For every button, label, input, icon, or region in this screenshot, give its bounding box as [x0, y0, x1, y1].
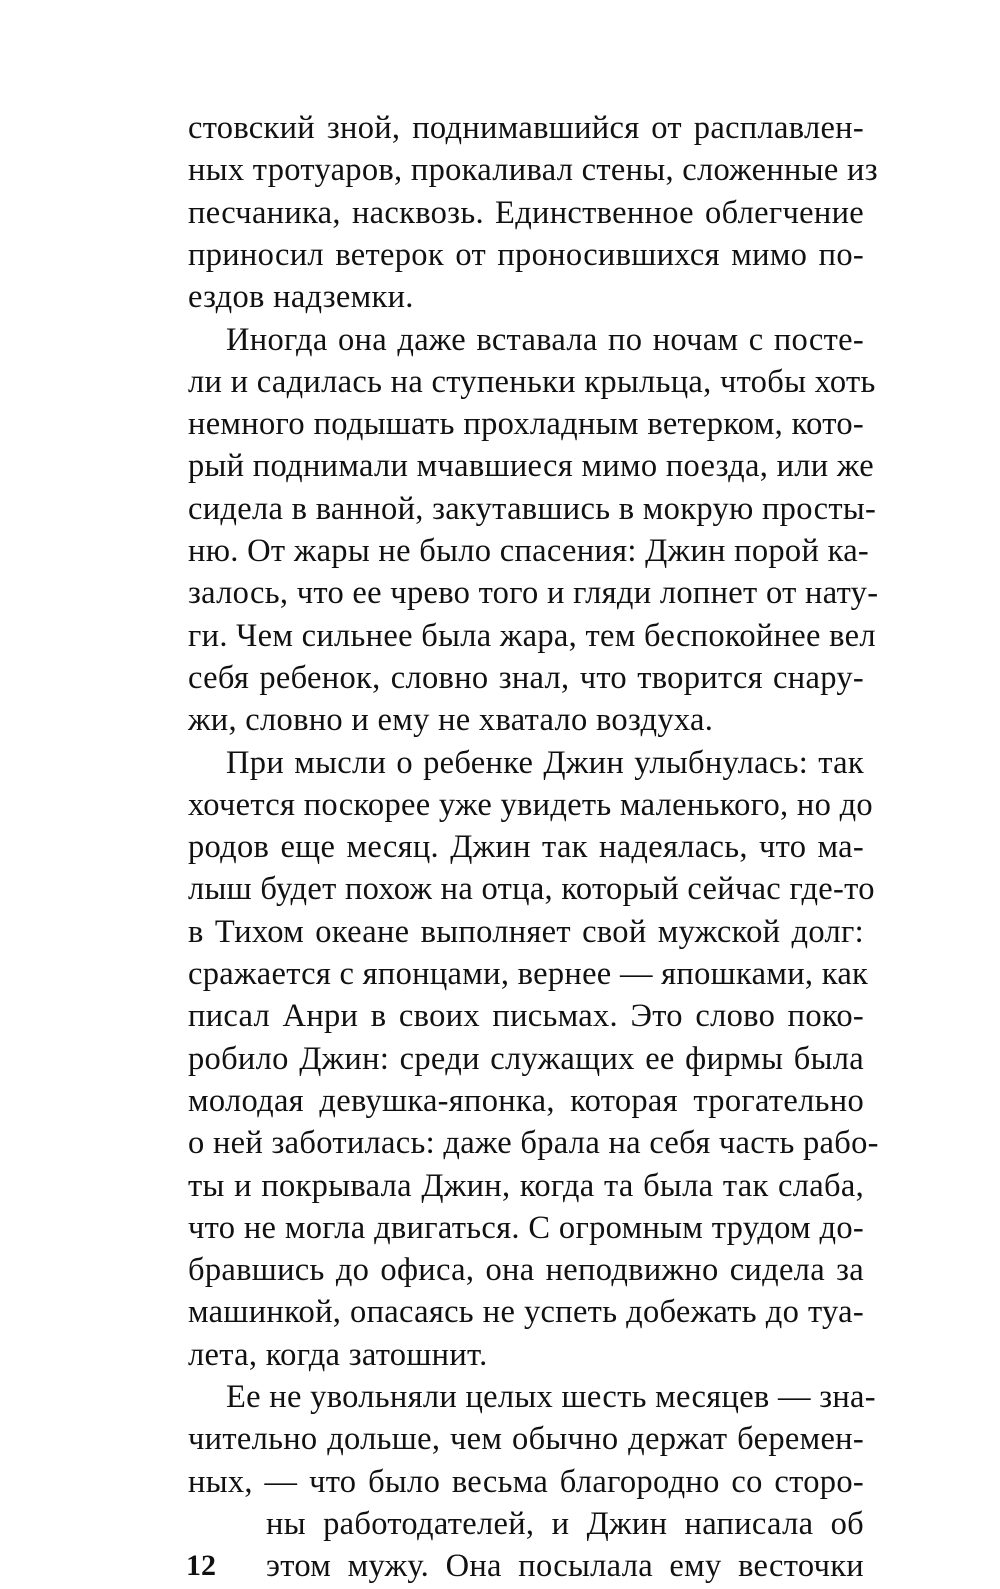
paragraph-first-line: Иногда она даже вставала по ночам с посте-	[226, 322, 864, 358]
paragraph-first-line: Ее не увольняли целых шесть месяцев — зна-	[226, 1379, 876, 1415]
page-number: 12	[186, 1549, 216, 1582]
text-line: в Тихом океане выполняет свой мужской долг:	[188, 914, 864, 950]
text-line: ты и покрывала Джин, когда та была так слаба,	[188, 1168, 864, 1204]
text-line: лета, когда затошнит.	[188, 1337, 488, 1373]
text-line: стовский зной, поднимавшийся от расплавлен-	[188, 110, 864, 146]
text-line: робило Джин: среди служащих ее фирмы была	[188, 1041, 864, 1077]
text-line: себя ребенок, словно знал, что творится снару-	[188, 660, 864, 696]
text-line: сидела в ванной, закутавшись в мокрую просты-	[188, 491, 877, 527]
text-line: ездов надземки.	[188, 279, 414, 315]
text-line: машинкой, опасаясь не успеть добежать до туа-	[188, 1294, 864, 1330]
text-line: этом мужу. Она посылала ему весточки	[266, 1548, 864, 1584]
text-line: что не могла двигаться. С огромным трудом до-	[188, 1210, 864, 1246]
text-line: о ней заботилась: даже брала на себя часть рабо-	[188, 1125, 879, 1161]
text-line: ны работодателей, и Джин написала об	[266, 1506, 864, 1542]
text-line: ню. От жары не было спасения: Джин порой ка-	[188, 533, 870, 569]
text-line: залось, что ее чрево того и гляди лопнет от нату-	[188, 575, 879, 611]
text-line: ги. Чем сильнее была жара, тем беспокойнее вел	[188, 618, 876, 654]
text-line: родов еще месяц. Джин так надеялась, что ма-	[188, 829, 864, 865]
text-line: песчаника, насквозь. Единственное облегчение	[188, 195, 864, 231]
paragraph-first-line: При мысли о ребенке Джин улыбнулась: так	[226, 745, 864, 781]
text-line: сражается с японцами, вернее — япошками, как	[188, 956, 869, 992]
text-line: молодая девушка-японка, которая трогательно	[188, 1083, 864, 1119]
text-line: лыш будет похож на отца, который сейчас где-то	[188, 871, 875, 907]
text-line: ных тротуаров, прокаливал стены, сложенные из	[188, 152, 878, 188]
text-line: ли и садилась на ступеньки крыльца, чтобы хоть	[188, 364, 876, 400]
text-line: жи, словно и ему не хватало воздуха.	[188, 702, 714, 738]
text-line: писал Анри в своих письмах. Это слово поко-	[188, 998, 864, 1034]
text-line: хочется поскорее уже увидеть маленького, но до	[188, 787, 873, 823]
text-line: ных, — что было весьма благородно со сторо-	[188, 1464, 864, 1500]
text-line: рый поднимали мчавшиеся мимо поезда, или же	[188, 448, 874, 484]
text-line: приносил ветерок от проносившихся мимо по-	[188, 237, 864, 273]
text-line: немного подышать прохладным ветерком, кото-	[188, 406, 864, 442]
text-line: чительно дольше, чем обычно держат беремен-	[188, 1421, 864, 1457]
text-line: бравшись до офиса, она неподвижно сидела за	[188, 1252, 864, 1288]
